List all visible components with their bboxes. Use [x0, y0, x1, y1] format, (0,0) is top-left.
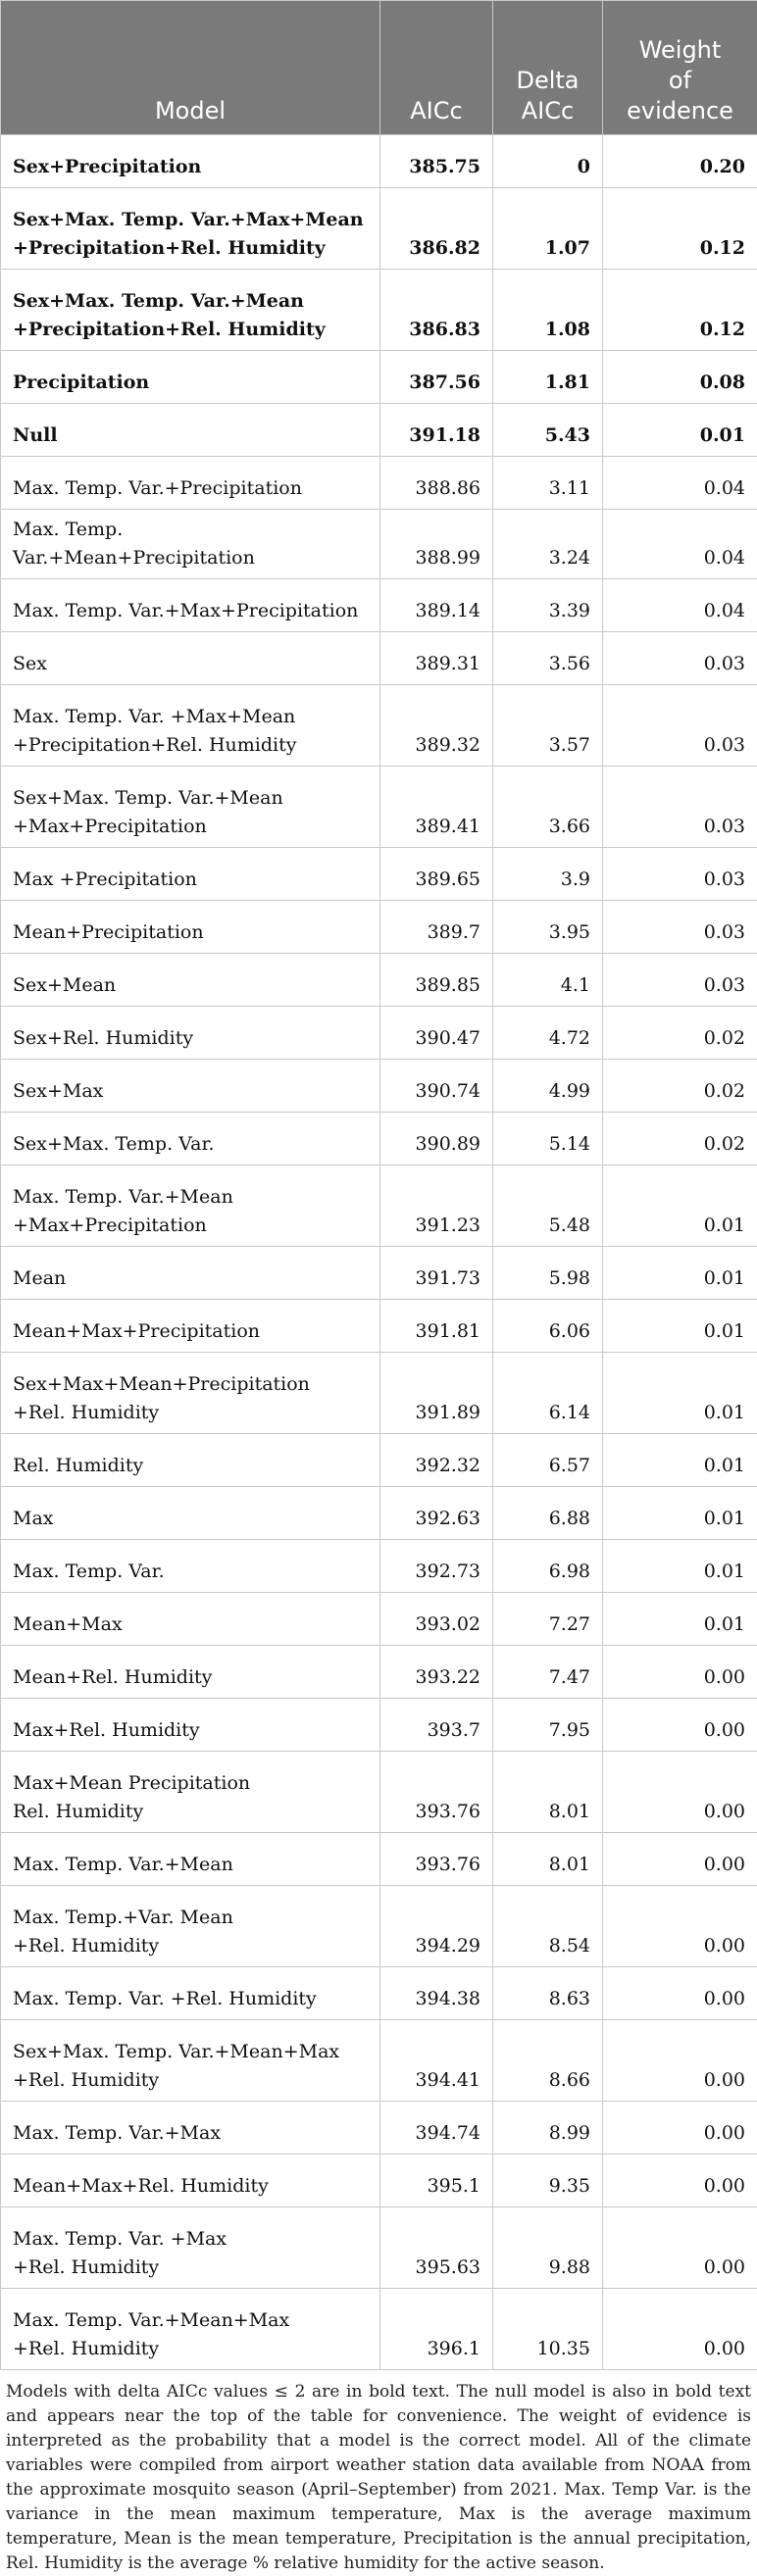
aicc-cell: 394.38: [380, 1967, 493, 2020]
aicc-cell: 392.32: [380, 1434, 493, 1487]
table-row: [1, 1540, 757, 1593]
table-row: [1, 1434, 757, 1487]
delta-aicc-cell: 6.98: [493, 1540, 603, 1593]
delta-aicc-cell: 3.39: [493, 579, 603, 632]
aicc-cell: 394.41: [380, 2020, 493, 2102]
delta-aicc-cell: 7.95: [493, 1699, 603, 1752]
aicc-cell: 387.56: [380, 351, 493, 404]
header-delta-aicc: Delta AICc: [493, 1, 603, 135]
delta-aicc-cell: 4.1: [493, 954, 603, 1007]
model-cell: Max: [1, 1487, 380, 1540]
table-row: [1, 351, 757, 404]
weight-cell: 0.03: [603, 901, 757, 954]
model-cell: Mean+Max+Rel. Humidity: [1, 2155, 380, 2207]
weight-cell: 0.00: [603, 1886, 757, 1967]
weight-cell: 0.04: [603, 457, 757, 510]
aicc-cell: 386.83: [380, 270, 493, 351]
delta-aicc-cell: 3.66: [493, 767, 603, 848]
aicc-cell: 388.99: [380, 510, 493, 579]
delta-aicc-cell: 8.01: [493, 1833, 603, 1886]
table-row: [1, 685, 757, 767]
aicc-cell: 386.82: [380, 188, 493, 270]
delta-aicc-cell: 6.88: [493, 1487, 603, 1540]
delta-aicc-cell: 5.48: [493, 1165, 603, 1247]
model-cell: Null: [1, 404, 380, 457]
aicc-cell: 396.1: [380, 2289, 493, 2370]
table-row: [1, 1487, 757, 1540]
model-cell: Mean+Precipitation: [1, 901, 380, 954]
table-row: [1, 188, 757, 270]
delta-aicc-cell: 4.72: [493, 1007, 603, 1060]
weight-cell: 0.03: [603, 685, 757, 767]
table-row: [1, 1060, 757, 1113]
model-cell: Max. Temp. Var.+Mean +Max+Precipitation: [1, 1165, 380, 1247]
aicc-cell: 392.73: [380, 1540, 493, 1593]
model-cell: Mean+Max+Precipitation: [1, 1300, 380, 1353]
weight-cell: 0.02: [603, 1007, 757, 1060]
model-cell: Sex+Max. Temp. Var.+Max+Mean +Precipitation+Rel. Humidity: [1, 188, 380, 270]
aicc-cell: 389.32: [380, 685, 493, 767]
table-row: [1, 579, 757, 632]
table-row: [1, 901, 757, 954]
delta-aicc-cell: 7.27: [493, 1593, 603, 1646]
header-aicc: AICc: [380, 1, 493, 135]
aicc-cell: 388.86: [380, 457, 493, 510]
weight-cell: 0.00: [603, 2102, 757, 2155]
table-body: [1, 135, 757, 2370]
table-row: [1, 1113, 757, 1165]
weight-cell: 0.00: [603, 1646, 757, 1699]
delta-aicc-cell: 1.81: [493, 351, 603, 404]
aicc-cell: 385.75: [380, 135, 493, 188]
model-cell: Sex+Precipitation: [1, 135, 380, 188]
table-row: [1, 1593, 757, 1646]
table-row: [1, 1833, 757, 1886]
model-cell: Max. Temp. Var.+Mean+Max +Rel. Humidity: [1, 2289, 380, 2370]
delta-aicc-cell: 8.54: [493, 1886, 603, 1967]
delta-aicc-cell: 1.07: [493, 188, 603, 270]
table-row: [1, 270, 757, 351]
model-cell: Max +Precipitation: [1, 848, 380, 901]
table-row: [1, 767, 757, 848]
weight-cell: 0.12: [603, 188, 757, 270]
header-weight-of-evidence: Weight of evidence: [603, 1, 757, 135]
delta-aicc-cell: 7.47: [493, 1646, 603, 1699]
weight-cell: 0.01: [603, 1540, 757, 1593]
table-row: [1, 1646, 757, 1699]
weight-cell: 0.01: [603, 1593, 757, 1646]
aicc-cell: 390.89: [380, 1113, 493, 1165]
model-cell: Mean+Max: [1, 1593, 380, 1646]
table-row: [1, 135, 757, 188]
weight-cell: 0.00: [603, 2289, 757, 2370]
weight-cell: 0.02: [603, 1060, 757, 1113]
model-cell: Sex+Max: [1, 1060, 380, 1113]
weight-cell: 0.04: [603, 579, 757, 632]
table-row: [1, 1007, 757, 1060]
delta-aicc-cell: 9.35: [493, 2155, 603, 2207]
model-cell: Sex+Max. Temp. Var.+Mean +Precipitation+Rel. Humidity: [1, 270, 380, 351]
model-cell: Max. Temp. Var.+Precipitation: [1, 457, 380, 510]
weight-cell: 0.03: [603, 632, 757, 685]
delta-aicc-cell: 3.57: [493, 685, 603, 767]
delta-aicc-cell: 5.98: [493, 1247, 603, 1300]
delta-aicc-cell: 3.11: [493, 457, 603, 510]
delta-aicc-cell: 0: [493, 135, 603, 188]
aicc-cell: 389.41: [380, 767, 493, 848]
delta-aicc-cell: 5.43: [493, 404, 603, 457]
weight-cell: 0.00: [603, 1967, 757, 2020]
aicc-cell: 393.76: [380, 1833, 493, 1886]
aicc-cell: 391.89: [380, 1353, 493, 1434]
model-cell: Sex+Max. Temp. Var.+Mean+Max +Rel. Humidity: [1, 2020, 380, 2102]
aicc-cell: 390.74: [380, 1060, 493, 1113]
aicc-cell: 391.18: [380, 404, 493, 457]
model-cell: Max+Rel. Humidity: [1, 1699, 380, 1752]
model-cell: Max. Temp. Var.+Mean+Precipitation: [1, 510, 380, 579]
weight-cell: 0.00: [603, 2020, 757, 2102]
weight-cell: 0.01: [603, 1353, 757, 1434]
model-cell: Sex: [1, 632, 380, 685]
weight-cell: 0.01: [603, 1487, 757, 1540]
aicc-cell: 394.29: [380, 1886, 493, 1967]
weight-cell: 0.01: [603, 1434, 757, 1487]
table-row: [1, 1300, 757, 1353]
model-cell: Max. Temp. Var.+Max: [1, 2102, 380, 2155]
table-row: [1, 2207, 757, 2289]
weight-cell: 0.00: [603, 1752, 757, 1833]
header-model: Model: [1, 1, 380, 135]
aicc-cell: 391.73: [380, 1247, 493, 1300]
aicc-cell: 389.14: [380, 579, 493, 632]
model-cell: Max. Temp. Var.: [1, 1540, 380, 1593]
model-cell: Sex+Mean: [1, 954, 380, 1007]
table-row: [1, 1247, 757, 1300]
model-cell: Max. Temp. Var.+Mean: [1, 1833, 380, 1886]
table-row: [1, 2020, 757, 2102]
aicc-cell: 391.23: [380, 1165, 493, 1247]
model-cell: Max+Mean Precipitation Rel. Humidity: [1, 1752, 380, 1833]
table-row: [1, 404, 757, 457]
table-row: [1, 2102, 757, 2155]
delta-aicc-cell: 4.99: [493, 1060, 603, 1113]
table-row: [1, 1353, 757, 1434]
model-cell: Max. Temp. Var.+Max+Precipitation: [1, 579, 380, 632]
delta-aicc-cell: 8.99: [493, 2102, 603, 2155]
table-row: [1, 1699, 757, 1752]
model-cell: Sex+Max+Mean+Precipitation +Rel. Humidity: [1, 1353, 380, 1434]
delta-aicc-cell: 3.56: [493, 632, 603, 685]
weight-cell: 0.01: [603, 1165, 757, 1247]
table-row: [1, 1886, 757, 1967]
model-cell: Sex+Rel. Humidity: [1, 1007, 380, 1060]
model-cell: Precipitation: [1, 351, 380, 404]
table-header: [1, 1, 757, 135]
aicc-cell: 389.65: [380, 848, 493, 901]
delta-aicc-cell: 6.14: [493, 1353, 603, 1434]
table-row: [1, 848, 757, 901]
aicc-cell: 394.74: [380, 2102, 493, 2155]
table-row: [1, 2155, 757, 2207]
weight-cell: 0.01: [603, 1247, 757, 1300]
aicc-cell: 391.81: [380, 1300, 493, 1353]
weight-cell: 0.03: [603, 767, 757, 848]
model-cell: Sex+Max. Temp. Var.+Mean +Max+Precipitation: [1, 767, 380, 848]
aicc-cell: 395.1: [380, 2155, 493, 2207]
delta-aicc-cell: 1.08: [493, 270, 603, 351]
model-cell: Max. Temp. Var. +Rel. Humidity: [1, 1967, 380, 2020]
weight-cell: 0.00: [603, 2207, 757, 2289]
aicc-cell: 393.76: [380, 1752, 493, 1833]
aicc-cell: 393.22: [380, 1646, 493, 1699]
table-row: [1, 457, 757, 510]
table-row: [1, 1752, 757, 1833]
model-cell: Sex+Max. Temp. Var.: [1, 1113, 380, 1165]
aicc-cell: 392.63: [380, 1487, 493, 1540]
model-cell: Rel. Humidity: [1, 1434, 380, 1487]
delta-aicc-cell: 3.9: [493, 848, 603, 901]
aicc-cell: 389.31: [380, 632, 493, 685]
aicc-cell: 393.02: [380, 1593, 493, 1646]
table-row: [1, 632, 757, 685]
model-cell: Mean: [1, 1247, 380, 1300]
aicc-cell: 389.85: [380, 954, 493, 1007]
delta-aicc-cell: 10.35: [493, 2289, 603, 2370]
weight-cell: 0.04: [603, 510, 757, 579]
model-cell: Mean+Rel. Humidity: [1, 1646, 380, 1699]
weight-cell: 0.01: [603, 1300, 757, 1353]
table-row: [1, 2289, 757, 2370]
delta-aicc-cell: 8.63: [493, 1967, 603, 2020]
table-row: [1, 954, 757, 1007]
model-cell: Max. Temp.+Var. Mean +Rel. Humidity: [1, 1886, 380, 1967]
delta-aicc-cell: 3.24: [493, 510, 603, 579]
delta-aicc-cell: 3.95: [493, 901, 603, 954]
header-row: [1, 1, 757, 135]
weight-cell: 0.03: [603, 848, 757, 901]
weight-cell: 0.02: [603, 1113, 757, 1165]
delta-aicc-cell: 8.01: [493, 1752, 603, 1833]
table-row: [1, 1165, 757, 1247]
table-footnote: Models with delta AICc values ≤ 2 are in bold text. The null model is also in bold text and appears near the top of the table for convenience. The weight of evidence is interpreted as the probability that a model is the correct model. All of the climate variables were compiled from airport weather station data available from NOAA from the approximate mosquito season (April–September) from 2021. Max. Temp Var. is the variance in the mean maximum temperature, Max is the average maximum temperature, Mean is the mean temperature, Precipitation is the annual precipitation, Rel. Humidity is the average % relative humidity for the active season.: [0, 2370, 757, 2576]
model-cell: Max. Temp. Var. +Max +Rel. Humidity: [1, 2207, 380, 2289]
weight-cell: 0.03: [603, 954, 757, 1007]
weight-cell: 0.08: [603, 351, 757, 404]
weight-cell: 0.12: [603, 270, 757, 351]
table-row: [1, 510, 757, 579]
weight-cell: 0.00: [603, 1699, 757, 1752]
weight-cell: 0.20: [603, 135, 757, 188]
aicc-cell: 390.47: [380, 1007, 493, 1060]
weight-cell: 0.00: [603, 2155, 757, 2207]
weight-cell: 0.01: [603, 404, 757, 457]
delta-aicc-cell: 6.57: [493, 1434, 603, 1487]
delta-aicc-cell: 8.66: [493, 2020, 603, 2102]
table-row: [1, 1967, 757, 2020]
delta-aicc-cell: 5.14: [493, 1113, 603, 1165]
aicc-cell: 393.7: [380, 1699, 493, 1752]
weight-cell: 0.00: [603, 1833, 757, 1886]
delta-aicc-cell: 6.06: [493, 1300, 603, 1353]
model-cell: Max. Temp. Var. +Max+Mean +Precipitation+Rel. Humidity: [1, 685, 380, 767]
delta-aicc-cell: 9.88: [493, 2207, 603, 2289]
aicc-cell: 389.7: [380, 901, 493, 954]
aicc-cell: 395.63: [380, 2207, 493, 2289]
